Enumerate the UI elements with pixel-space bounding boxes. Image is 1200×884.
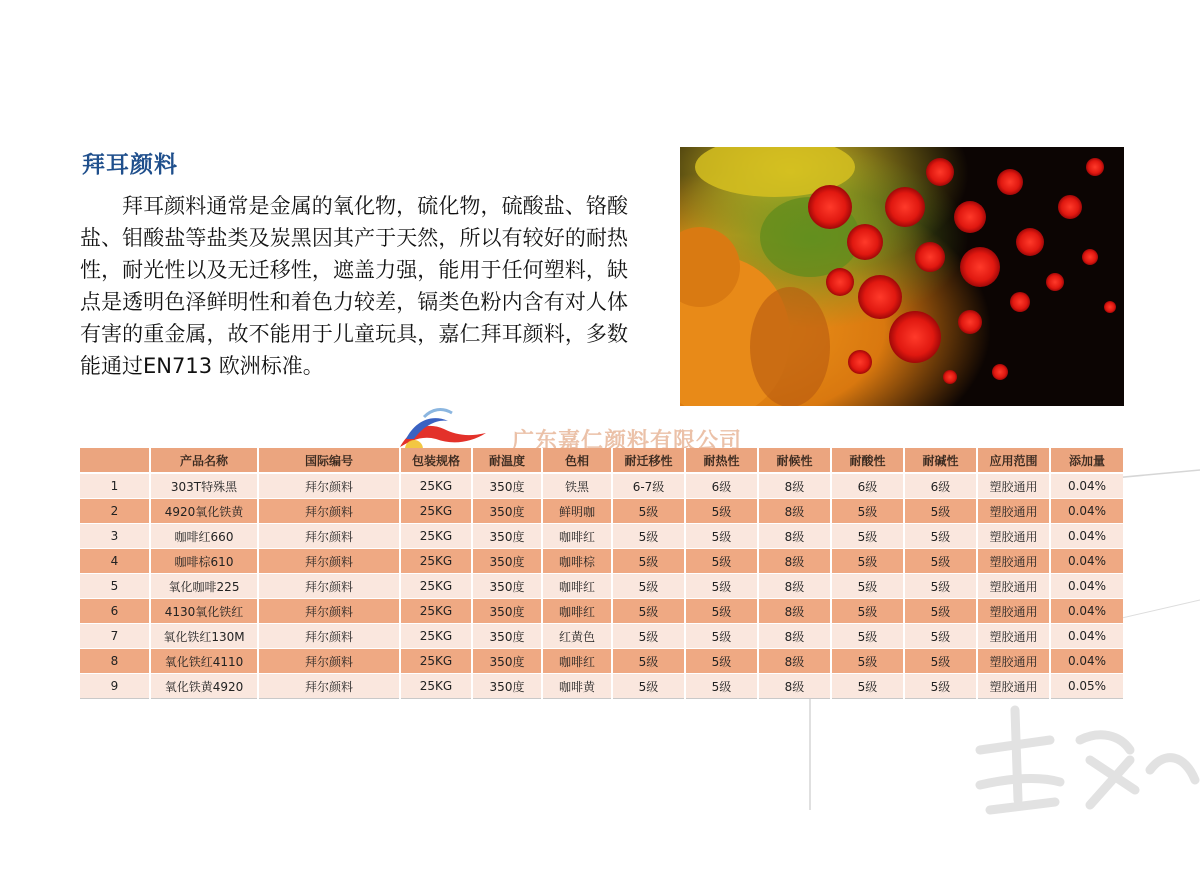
table-cell: 铁黑 xyxy=(542,473,612,499)
table-header-row xyxy=(80,448,1123,473)
table-cell: 1 xyxy=(80,473,150,499)
table-cell: 350度 xyxy=(472,674,542,699)
table-cell: 350度 xyxy=(472,599,542,624)
table-cell: 拜尔颜料 xyxy=(258,524,400,549)
table-cell: 拜尔颜料 xyxy=(258,574,400,599)
table-cell: 25KG xyxy=(400,549,472,574)
table-cell: 5级 xyxy=(831,549,904,574)
table-cell: 25KG xyxy=(400,599,472,624)
table-cell: 4130氧化铁红 xyxy=(150,599,258,624)
table-cell: 9 xyxy=(80,674,150,699)
table-cell: 咖啡黄 xyxy=(542,674,612,699)
table-cell: 6-7级 xyxy=(612,473,685,499)
table-cell: 塑胶通用 xyxy=(977,473,1050,499)
table-cell: 塑胶通用 xyxy=(977,624,1050,649)
table-cell: 拜尔颜料 xyxy=(258,649,400,674)
table-cell: 6级 xyxy=(685,473,758,499)
table-row xyxy=(80,624,1123,649)
column-header: 包装规格 xyxy=(400,448,472,473)
table-cell: 咖啡红 xyxy=(542,524,612,549)
table-cell: 拜尔颜料 xyxy=(258,624,400,649)
table-row xyxy=(80,524,1123,549)
table-cell: 0.04% xyxy=(1050,599,1123,624)
table-cell: 红黄色 xyxy=(542,624,612,649)
table-cell: 350度 xyxy=(472,473,542,499)
table-cell: 咖啡棕 xyxy=(542,549,612,574)
table-cell: 5级 xyxy=(612,499,685,524)
table-cell: 5级 xyxy=(904,524,977,549)
table-cell: 5级 xyxy=(831,499,904,524)
table-cell: 25KG xyxy=(400,624,472,649)
table-cell: 咖啡红 xyxy=(542,649,612,674)
table-cell: 5级 xyxy=(685,499,758,524)
column-header: 耐热性 xyxy=(685,448,758,473)
table-cell: 2 xyxy=(80,499,150,524)
table-cell: 5 xyxy=(80,574,150,599)
table-cell: 6级 xyxy=(904,473,977,499)
table-cell: 6 xyxy=(80,599,150,624)
table-cell: 0.04% xyxy=(1050,524,1123,549)
column-header: 耐迁移性 xyxy=(612,448,685,473)
table-cell: 350度 xyxy=(472,574,542,599)
table-cell: 拜尔颜料 xyxy=(258,599,400,624)
table-row xyxy=(80,473,1123,499)
table-cell: 5级 xyxy=(612,524,685,549)
table-cell: 0.04% xyxy=(1050,649,1123,674)
table-cell: 5级 xyxy=(612,549,685,574)
table-cell: 5级 xyxy=(612,574,685,599)
table-cell: 8级 xyxy=(758,624,831,649)
table-cell: 5级 xyxy=(612,624,685,649)
table-cell: 5级 xyxy=(904,599,977,624)
table-cell: 350度 xyxy=(472,624,542,649)
table-cell: 5级 xyxy=(904,624,977,649)
calligraphy-watermark-icon xyxy=(960,690,1200,820)
pigment-spec-table xyxy=(80,448,1123,699)
table-cell: 25KG xyxy=(400,574,472,599)
table-cell: 氧化咖啡225 xyxy=(150,574,258,599)
column-header: 应用范围 xyxy=(977,448,1050,473)
table-cell: 塑胶通用 xyxy=(977,599,1050,624)
table-cell: 咖啡红 xyxy=(542,599,612,624)
column-header: 耐碱性 xyxy=(904,448,977,473)
intro-paragraph: 拜耳颜料通常是金属的氧化物，硫化物，硫酸盐、铬酸盐、钼酸盐等盐类及炭黑因其产于天然，所以有较好的耐热性，耐光性以及无迁移性，遮盖力强，能用于任何塑料，缺点是透明色泽鲜明性和着色力较差，镉类色粉内含有对人体有害的重金属，故不能用于儿童玩具，嘉仁拜耳颜料，多数能通过EN713 欧洲标准。 xyxy=(80,194,628,378)
table-cell: 0.05% xyxy=(1050,674,1123,699)
table-cell: 5级 xyxy=(685,524,758,549)
table-cell: 4920氧化铁黄 xyxy=(150,499,258,524)
table-cell: 5级 xyxy=(831,574,904,599)
table-cell: 塑胶通用 xyxy=(977,524,1050,549)
table-cell: 8级 xyxy=(758,524,831,549)
table-row xyxy=(80,574,1123,599)
table-cell: 25KG xyxy=(400,473,472,499)
table-cell: 25KG xyxy=(400,524,472,549)
table-cell: 5级 xyxy=(685,574,758,599)
table-cell: 4 xyxy=(80,549,150,574)
table-cell: 5级 xyxy=(685,599,758,624)
table-cell: 塑胶通用 xyxy=(977,549,1050,574)
table-cell: 5级 xyxy=(685,649,758,674)
table-cell: 5级 xyxy=(831,649,904,674)
table-cell: 8级 xyxy=(758,649,831,674)
table-cell: 拜尔颜料 xyxy=(258,674,400,699)
table-cell: 5级 xyxy=(612,599,685,624)
table-cell: 350度 xyxy=(472,524,542,549)
table-cell: 5级 xyxy=(685,549,758,574)
table-cell: 氧化铁黄4920 xyxy=(150,674,258,699)
table-cell: 303T特殊黑 xyxy=(150,473,258,499)
table-cell: 拜尔颜料 xyxy=(258,549,400,574)
table-cell: 8级 xyxy=(758,499,831,524)
table-cell: 咖啡棕610 xyxy=(150,549,258,574)
table-cell: 0.04% xyxy=(1050,499,1123,524)
table-cell: 25KG xyxy=(400,674,472,699)
table-cell: 25KG xyxy=(400,499,472,524)
table-cell: 0.04% xyxy=(1050,473,1123,499)
table-cell: 咖啡红 xyxy=(542,574,612,599)
column-header: 国际编号 xyxy=(258,448,400,473)
table-cell: 氧化铁红4110 xyxy=(150,649,258,674)
table-cell: 8级 xyxy=(758,473,831,499)
table-cell: 0.04% xyxy=(1050,624,1123,649)
column-header: 产品名称 xyxy=(150,448,258,473)
table-cell: 350度 xyxy=(472,549,542,574)
table-cell: 5级 xyxy=(904,649,977,674)
table-cell: 咖啡红660 xyxy=(150,524,258,549)
table-cell: 6级 xyxy=(831,473,904,499)
table-cell: 5级 xyxy=(904,499,977,524)
table-cell: 塑胶通用 xyxy=(977,574,1050,599)
table-cell: 5级 xyxy=(904,574,977,599)
table-cell: 8级 xyxy=(758,599,831,624)
table-cell: 5级 xyxy=(831,624,904,649)
table-row xyxy=(80,649,1123,674)
table-row xyxy=(80,549,1123,574)
table-body xyxy=(80,473,1123,699)
column-header: 耐酸性 xyxy=(831,448,904,473)
table-cell: 5级 xyxy=(612,649,685,674)
column-header: 添加量 xyxy=(1050,448,1123,473)
table-cell: 350度 xyxy=(472,649,542,674)
section-title: 拜耳颜料 xyxy=(82,152,178,178)
table-cell: 塑胶通用 xyxy=(977,649,1050,674)
table-cell: 8 xyxy=(80,649,150,674)
table-cell: 0.04% xyxy=(1050,574,1123,599)
table-cell: 5级 xyxy=(612,674,685,699)
table-cell: 3 xyxy=(80,524,150,549)
table-cell: 拜尔颜料 xyxy=(258,499,400,524)
table-cell: 5级 xyxy=(904,674,977,699)
table-row xyxy=(80,499,1123,524)
table-cell: 拜尔颜料 xyxy=(258,473,400,499)
table-cell: 5级 xyxy=(904,549,977,574)
table-cell: 塑胶通用 xyxy=(977,674,1050,699)
table-cell: 8级 xyxy=(758,549,831,574)
table-cell: 8级 xyxy=(758,674,831,699)
pigment-powder-photo xyxy=(680,147,1124,406)
table-cell: 25KG xyxy=(400,649,472,674)
table-cell: 5级 xyxy=(685,624,758,649)
column-header: 色相 xyxy=(542,448,612,473)
table-cell: 5级 xyxy=(831,524,904,549)
table-cell: 5级 xyxy=(831,599,904,624)
table-cell: 350度 xyxy=(472,499,542,524)
table-row xyxy=(80,599,1123,624)
table-cell: 5级 xyxy=(685,674,758,699)
table-cell: 5级 xyxy=(831,674,904,699)
table-cell: 0.04% xyxy=(1050,549,1123,574)
table-cell: 鲜明咖 xyxy=(542,499,612,524)
column-header xyxy=(80,448,150,473)
company-name-watermark: 广东嘉仁颜料有限公司 xyxy=(512,429,743,454)
column-header: 耐温度 xyxy=(472,448,542,473)
table-cell: 塑胶通用 xyxy=(977,499,1050,524)
table-cell: 氧化铁红130M xyxy=(150,624,258,649)
column-header: 耐候性 xyxy=(758,448,831,473)
table-cell: 8级 xyxy=(758,574,831,599)
table-cell: 7 xyxy=(80,624,150,649)
